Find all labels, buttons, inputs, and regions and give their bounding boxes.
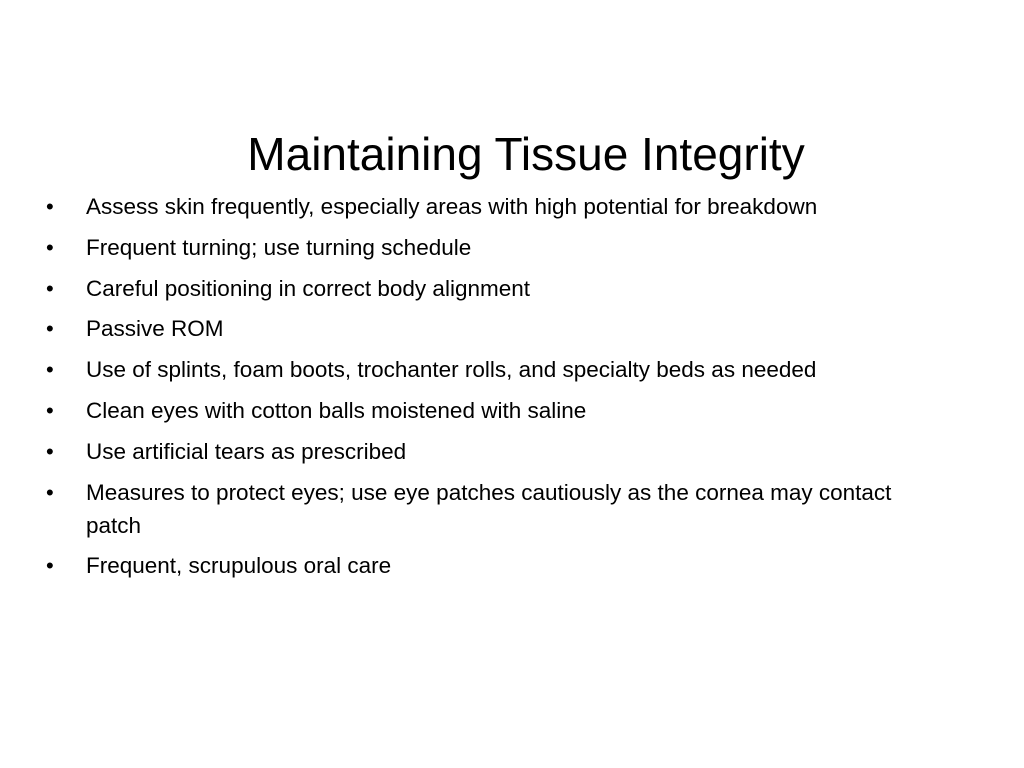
bullet-icon: • (46, 194, 54, 219)
bullet-icon: • (46, 438, 54, 464)
list-item-text: Assess skin frequently, especially areas with high potential for breakdown (86, 194, 818, 219)
slide-title: Maintaining Tissue Integrity (247, 128, 805, 180)
list-item (46, 272, 946, 305)
list-item (46, 312, 946, 345)
list-item (46, 476, 946, 542)
bullet-icon: • (46, 316, 54, 342)
list-item (46, 231, 946, 264)
list-item-text: Use artificial tears as prescribed (86, 438, 407, 464)
list-item-text: Use of splints, foam boots, trochanter rolls, and specialty beds as needed (86, 357, 817, 383)
list-item-text: Frequent, scrupulous oral care (86, 553, 392, 579)
list-item-text: Frequent turning; use turning schedule (86, 234, 472, 260)
bullet-list (46, 190, 946, 590)
list-item-text: Measures to protect eyes; use eye patches cautiously as the cornea may contact patch (86, 479, 892, 538)
list-item (46, 190, 946, 223)
list-item (46, 435, 946, 468)
list-item (46, 394, 946, 427)
bullet-icon: • (46, 553, 54, 579)
bullet-icon: • (46, 479, 54, 505)
list-item (46, 353, 946, 386)
list-item-text: Passive ROM (86, 316, 224, 342)
bullet-icon: • (46, 234, 54, 260)
bullet-icon: • (46, 275, 54, 301)
list-item-text: Careful positioning in correct body alignment (86, 275, 530, 301)
bullet-icon: • (46, 397, 54, 423)
bullet-icon: • (46, 357, 54, 383)
list-item-text: Clean eyes with cotton balls moistened with saline (86, 397, 587, 423)
list-item (46, 549, 946, 582)
